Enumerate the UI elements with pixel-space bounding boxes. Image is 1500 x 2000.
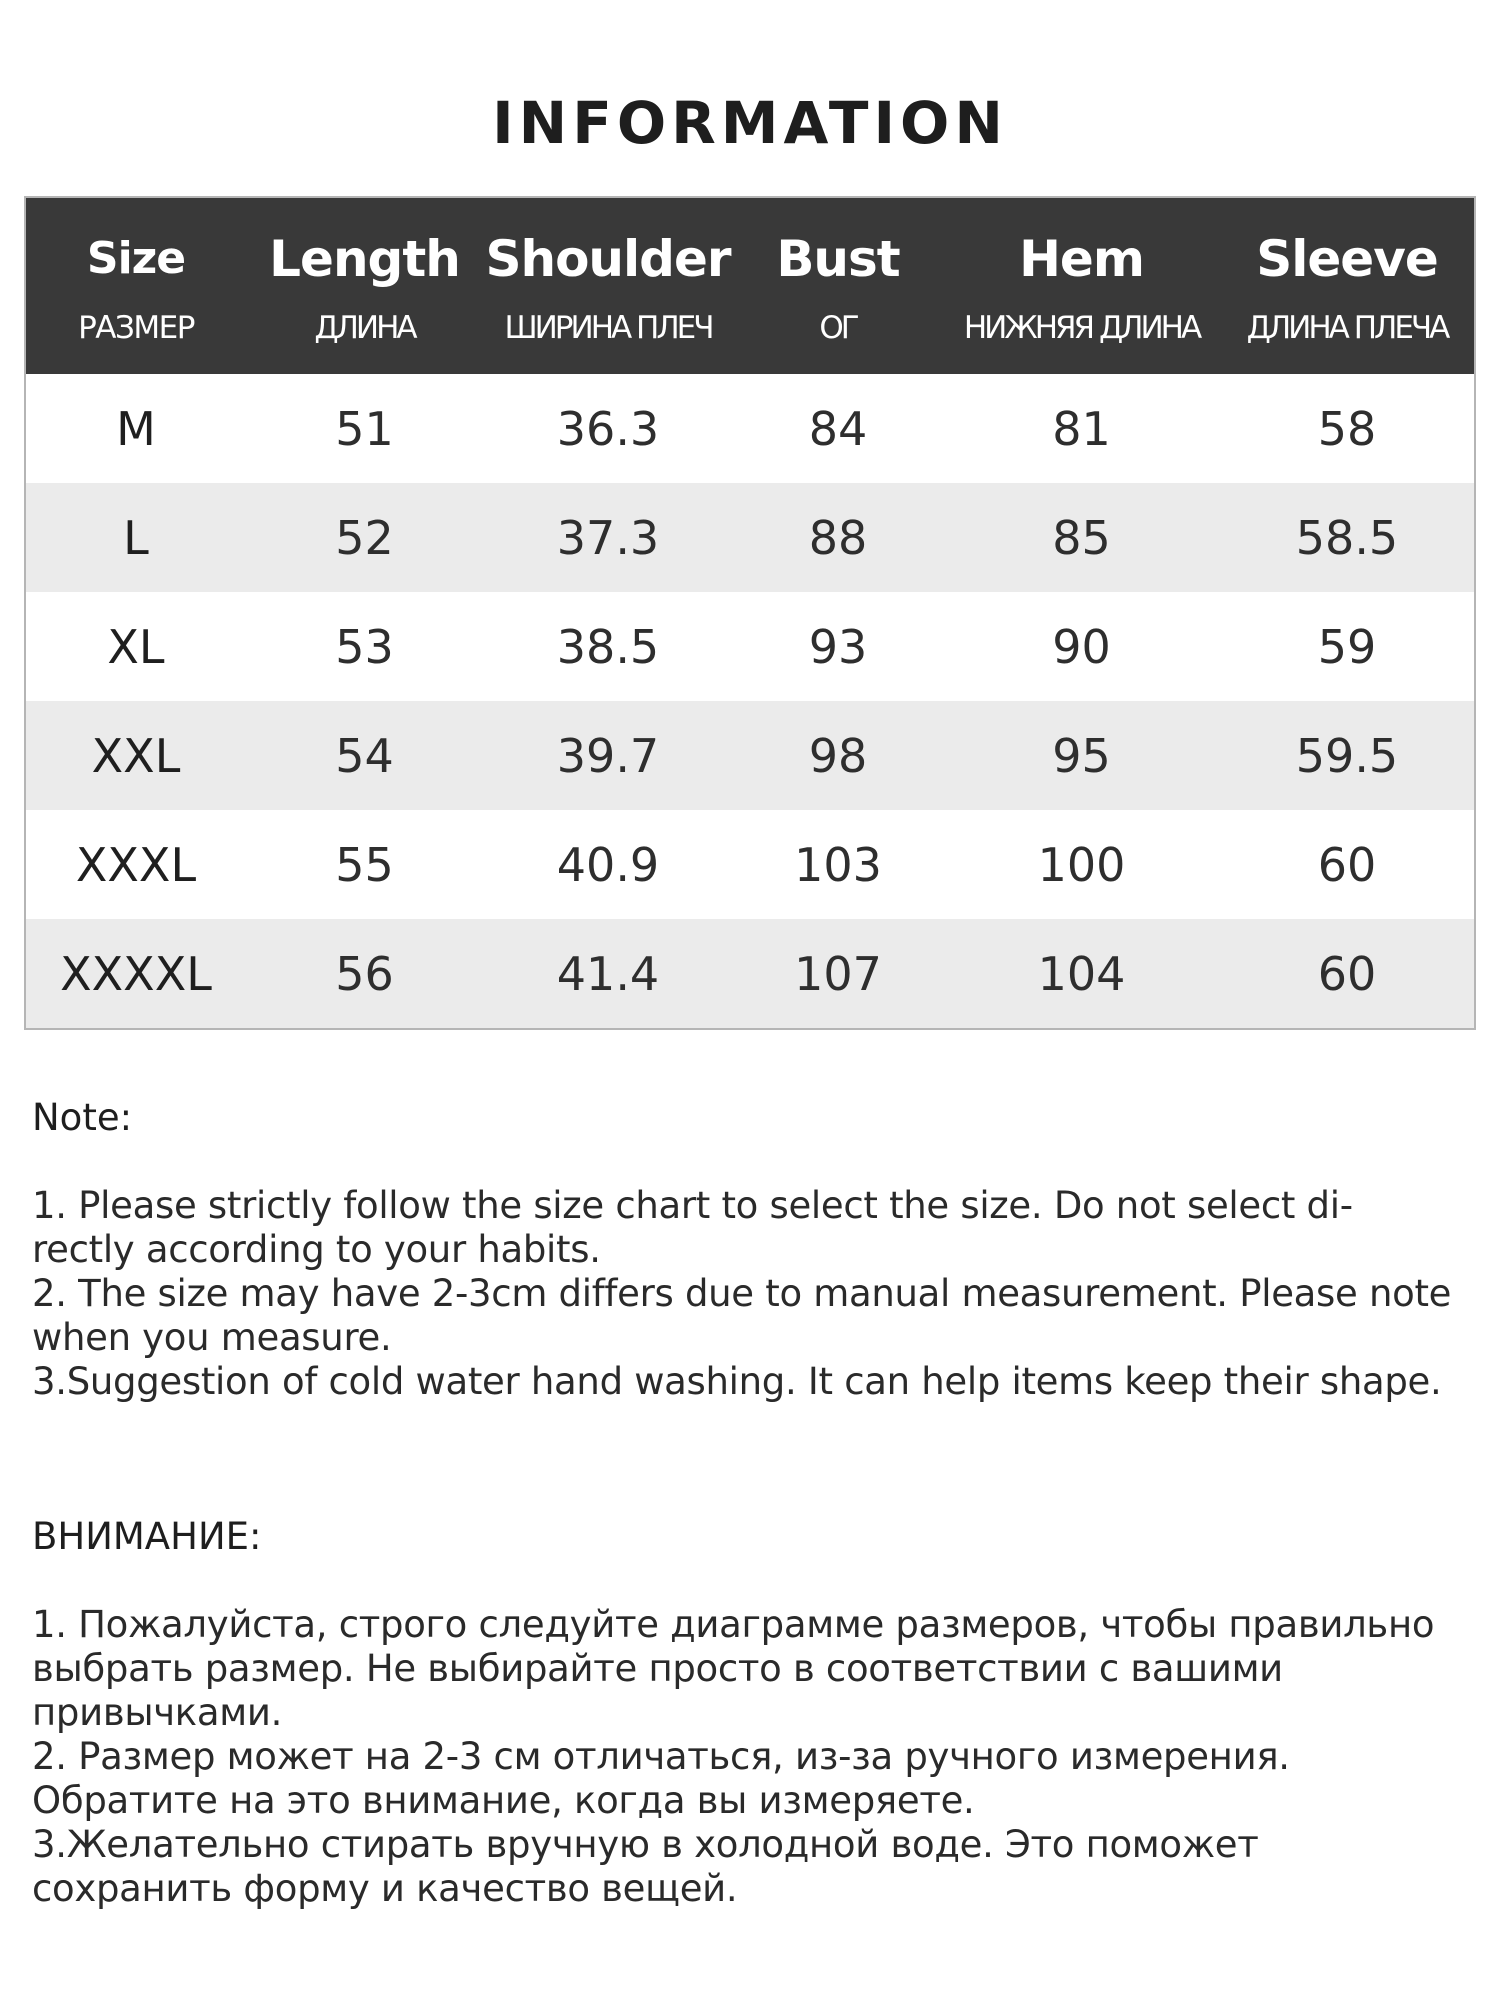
bust-cell: 103 bbox=[794, 837, 882, 892]
length-cell: 55 bbox=[335, 837, 394, 892]
header-shoulder bbox=[483, 198, 733, 374]
note-heading: ВНИМАНИЕ: bbox=[32, 1515, 262, 1558]
size-cell: M bbox=[116, 401, 156, 456]
header-size-en: Size bbox=[86, 233, 186, 284]
header-bust bbox=[733, 198, 943, 374]
header-size bbox=[26, 198, 246, 374]
note-item: 2. Размер может на 2-3 см отличаться, из-за ручного измерения. Обратите на это внимание, когда вы измеряете. bbox=[32, 1735, 1290, 1822]
hem-cell: 104 bbox=[1037, 946, 1126, 1001]
table-header-row bbox=[26, 198, 1474, 374]
hem-cell: 100 bbox=[1037, 837, 1126, 892]
shoulder-cell: 39.7 bbox=[556, 728, 660, 783]
shoulder-cell: 37.3 bbox=[556, 510, 660, 565]
size-cell: XXXL bbox=[75, 837, 197, 892]
table-row bbox=[26, 374, 1474, 483]
hem-cell: 85 bbox=[1052, 510, 1111, 565]
header-shoulder-en: Shoulder bbox=[485, 230, 731, 288]
hem-cell: 95 bbox=[1052, 728, 1111, 783]
header-hem bbox=[943, 198, 1220, 374]
header-sleeve bbox=[1220, 198, 1474, 374]
sleeve-cell: 59.5 bbox=[1295, 728, 1399, 783]
length-cell: 53 bbox=[335, 619, 394, 674]
shoulder-cell: 36.3 bbox=[556, 401, 660, 456]
page-title: INFORMATION bbox=[492, 89, 1008, 157]
bust-cell: 88 bbox=[808, 510, 868, 565]
table-row bbox=[26, 483, 1474, 592]
sleeve-cell: 60 bbox=[1317, 946, 1377, 1001]
table-row bbox=[26, 592, 1474, 701]
table-row bbox=[26, 810, 1474, 919]
size-cell: XXXXL bbox=[60, 946, 212, 1001]
shoulder-cell: 41.4 bbox=[556, 946, 660, 1001]
note-english bbox=[32, 1096, 1452, 1404]
sleeve-cell: 58.5 bbox=[1295, 510, 1399, 565]
bust-cell: 98 bbox=[808, 728, 868, 783]
size-cell: XL bbox=[107, 619, 165, 674]
header-length-en: Length bbox=[269, 230, 460, 288]
table-row bbox=[26, 701, 1474, 810]
length-cell: 52 bbox=[335, 510, 394, 565]
note-item: 1. Пожалуйста, строго следуйте диаграмме размеров, чтобы правильно выбрать размер. Не выбирайте просто в соответствии с вашими привычками. bbox=[32, 1603, 1435, 1734]
header-hem-ru: НИЖНЯЯ ДЛИНА bbox=[963, 310, 1200, 346]
header-hem-en: Hem bbox=[1019, 230, 1144, 288]
sleeve-cell: 59 bbox=[1317, 619, 1377, 674]
header-size-ru: РАЗМЕР bbox=[78, 310, 194, 346]
length-cell: 56 bbox=[335, 946, 394, 1001]
header-length bbox=[246, 198, 483, 374]
bust-cell: 93 bbox=[808, 619, 868, 674]
sleeve-cell: 60 bbox=[1317, 837, 1377, 892]
table-row bbox=[26, 919, 1474, 1028]
length-cell: 51 bbox=[335, 401, 394, 456]
size-chart-table bbox=[24, 196, 1476, 1030]
header-sleeve-ru: ДЛИНА ПЛЕЧА bbox=[1246, 310, 1448, 346]
hem-cell: 90 bbox=[1052, 619, 1111, 674]
header-length-ru: ДЛИНА bbox=[314, 310, 415, 346]
shoulder-cell: 38.5 bbox=[556, 619, 660, 674]
note-item: 2. The size may have 2-3cm differs due to manual measurement. Please note when you measure. bbox=[32, 1272, 1452, 1359]
hem-cell: 81 bbox=[1052, 401, 1111, 456]
note-heading: Note: bbox=[32, 1096, 133, 1139]
note-russian bbox=[32, 1515, 1452, 1911]
bust-cell: 84 bbox=[808, 401, 868, 456]
header-bust-en: Bust bbox=[776, 230, 900, 288]
shoulder-cell: 40.9 bbox=[556, 837, 660, 892]
sleeve-cell: 58 bbox=[1317, 401, 1377, 456]
bust-cell: 107 bbox=[794, 946, 882, 1001]
note-item: 1. Please strictly follow the size chart to select the size. Do not select di-rectly according to your habits. bbox=[32, 1184, 1353, 1271]
length-cell: 54 bbox=[335, 728, 394, 783]
note-item: 3.Желательно стирать вручную в холодной воде. Это поможет сохранить форму и качество вещей. bbox=[32, 1823, 1259, 1910]
size-cell: L bbox=[123, 510, 149, 565]
size-cell: XXL bbox=[91, 728, 181, 783]
header-shoulder-ru: ШИРИНА ПЛЕЧ bbox=[504, 310, 712, 346]
header-bust-ru: ОГ bbox=[819, 310, 857, 346]
note-item: 3.Suggestion of cold water hand washing. It can help items keep their shape. bbox=[32, 1360, 1442, 1403]
header-sleeve-en: Sleeve bbox=[1256, 230, 1438, 288]
